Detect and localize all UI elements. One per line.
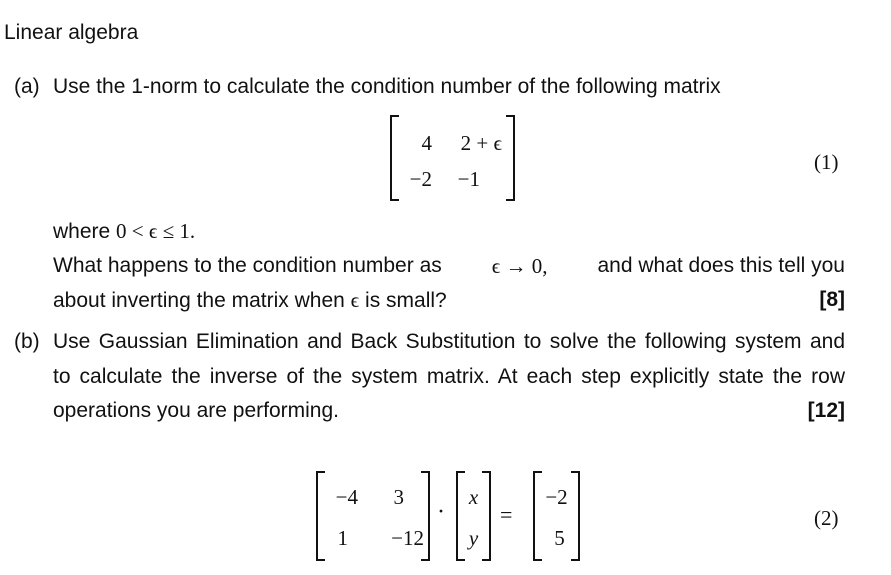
vector-b-cell: 5 <box>554 526 565 550</box>
where-text: where <box>53 220 111 243</box>
matrix-b-cell: −12 <box>391 526 424 550</box>
question-limit: ϵ → 0, <box>491 254 548 278</box>
matrix-b-cell: 1 <box>337 526 348 550</box>
part-b-line3: operations you are performing. <box>53 399 339 422</box>
matrix-b-cell: 3 <box>393 485 404 509</box>
equation-number-1: (1) <box>814 150 839 174</box>
part-b-line2: to calculate the inverse of the system matrix. At each step explicitly state the row <box>53 365 845 388</box>
matrix-a-cell: −2 <box>409 167 432 191</box>
part-b-label: (b) <box>14 330 40 353</box>
matrix-a-cell: 2 + ϵ <box>460 131 502 155</box>
part-a-where <box>53 218 195 245</box>
question-text: What happens to the condition number as <box>53 254 442 277</box>
question-epsilon: ϵ <box>350 288 360 312</box>
vector-x-cell: y <box>468 526 479 550</box>
part-a-marks: [8] <box>819 288 845 311</box>
vector-b <box>533 471 580 561</box>
matrix-b <box>316 471 430 561</box>
question-text: is small? <box>365 289 447 312</box>
part-b-line1: Use Gaussian Elimination and Back Substitution to solve the following system and <box>53 330 845 353</box>
equation-number-2: (2) <box>814 506 839 530</box>
part-a-label: (a) <box>14 75 40 98</box>
question-text: about inverting the matrix when <box>53 289 345 312</box>
matrix-a <box>390 115 515 201</box>
where-condition: 0 < ϵ ≤ 1. <box>116 219 196 243</box>
part-a-question-line2 <box>53 287 447 314</box>
matrix-a-cell: 4 <box>421 131 432 155</box>
matrix-b-cell: −4 <box>335 485 358 509</box>
multiply-dot: · <box>437 499 445 525</box>
matrix-a-right-bracket <box>506 115 515 201</box>
section-title: Linear algebra <box>4 21 139 44</box>
vector-x-cell: x <box>468 485 479 509</box>
part-b-marks: [12] <box>807 399 845 422</box>
matrix-a-cell: −1 <box>457 167 480 191</box>
vector-b-cell: −2 <box>545 485 568 509</box>
part-a-question-line1 <box>53 253 845 279</box>
part-a-prompt: Use the 1-norm to calculate the condition number of the following matrix <box>53 75 721 98</box>
vector-x <box>456 471 491 561</box>
equals-sign: = <box>500 502 513 527</box>
question-text: and what does this tell you <box>597 254 845 277</box>
